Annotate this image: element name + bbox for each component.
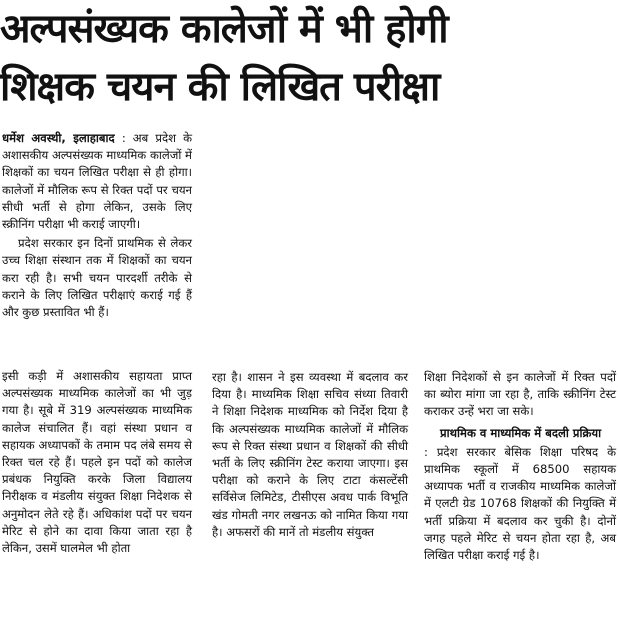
paragraph-2: प्रदेश सरकार इन दिनों प्राथमिक से लेकर उच्च शिक्षा संस्थान तक में शिक्षकों का चयन करा रही है। सभी चयन पारदर्शी तरीके से कराने के लिए लिखित परीक्षाएं कराई गई हैं और कुछ प्रस्तावित भी हैं। [2, 236, 192, 320]
byline: धर्मेश अवस्थी, इलाहाबाद [2, 131, 115, 145]
headline-line-1: अल्पसंख्यक कालेजों में भी होगी [0, 6, 448, 52]
article-column-1-bottom [2, 368, 192, 557]
paragraph-intro-text: : अब प्रदेश के अशासकीय अल्पसंख्यक माध्यमिक कालेजों में शिक्षकों का चयन लिखित परीक्षा से ही होगा। कालेजों में मौलिक रूप से रिक्त पदों पर चयन सीधी भर्ती से होगा लेकिन, उसके लिए स्क्रीनिंग परीक्षा भी कराई जाएगी। [2, 131, 192, 232]
article-column-1-top [2, 130, 192, 321]
article-column-2 [212, 369, 408, 541]
paragraph-5: शिक्षा निदेशकों से इन कालेजों में रिक्त पदों का ब्योरा मांगा जा रहा है, ताकि स्क्रीनिंग टेस्ट कराकर उन्हें भरा जा सके। [424, 370, 616, 419]
paragraph-3: इसी कड़ी में अशासकीय सहायता प्राप्त अल्पसंख्यक माध्यमिक कालेजों का भी जुड़ गया है। सूबे में 319 अल्पसंख्यक माध्यमिक कालेज संचालित हैं। वहां संस्था प्रधान व सहायक अध्यापकों के तमाम पद लंबे समय से रिक्त चल रहे हैं। पहले इन पदों को कालेज प्रबंधक नियुक्ति करके जिला विद्यालय निरीक्षक व मंडलीय संयुक्त शिक्षा निदेशक से अनुमोदन लेते रहे हैं। अधिकांश पदों पर चयन मेरिट से होने का दावा किया जाता रहा है लेकिन, उसमें घालमेल भी होता [2, 369, 192, 556]
headline-line-2: शिक्षक चयन की लिखित परीक्षा [0, 64, 440, 110]
article-column-3 [424, 369, 616, 564]
paragraph-4: रहा है। शासन ने इस व्यवस्था में बदलाव कर दिया है। माध्यमिक शिक्षा सचिव संध्या तिवारी ने शिक्षा निदेशक माध्यमिक को निर्देश दिया है कि अल्पसंख्यक माध्यमिक कालेजों में मौलिक रूप से रिक्त संस्था प्रधान व शिक्षकों की सीधी भर्ती के लिए स्क्रीनिंग टेस्ट कराया जाएगा। इस परीक्षा को कराने के लिए टाटा कंसल्टेंसी सर्विसेज लिमिटेड, टीसीएस अवध पार्क विभूति खंड गोमती नगर लखनऊ को नामित किया गया है। अफसरों की मानें तो मंडलीय संयुक्त [212, 370, 408, 539]
subheading: प्राथमिक व माध्यमिक में बदली प्रक्रिया [440, 425, 602, 440]
headline [0, 0, 618, 116]
paragraph-6: : प्रदेश सरकार बेसिक शिक्षा परिषद के प्राथमिक स्कूलों में 68500 सहायक अध्यापक भर्ती व राजकीय माध्यमिक कालेजों में एलटी ग्रेड 10768 शिक्षकों की नियुक्ति में भर्ती प्रक्रिया में बदलाव कर चुकी है। दोनों जगह पहले मेरिट से चयन होता रहा है, अब लिखित परीक्षा कराई गई है। [424, 444, 616, 563]
paragraph-intro [2, 130, 192, 233]
